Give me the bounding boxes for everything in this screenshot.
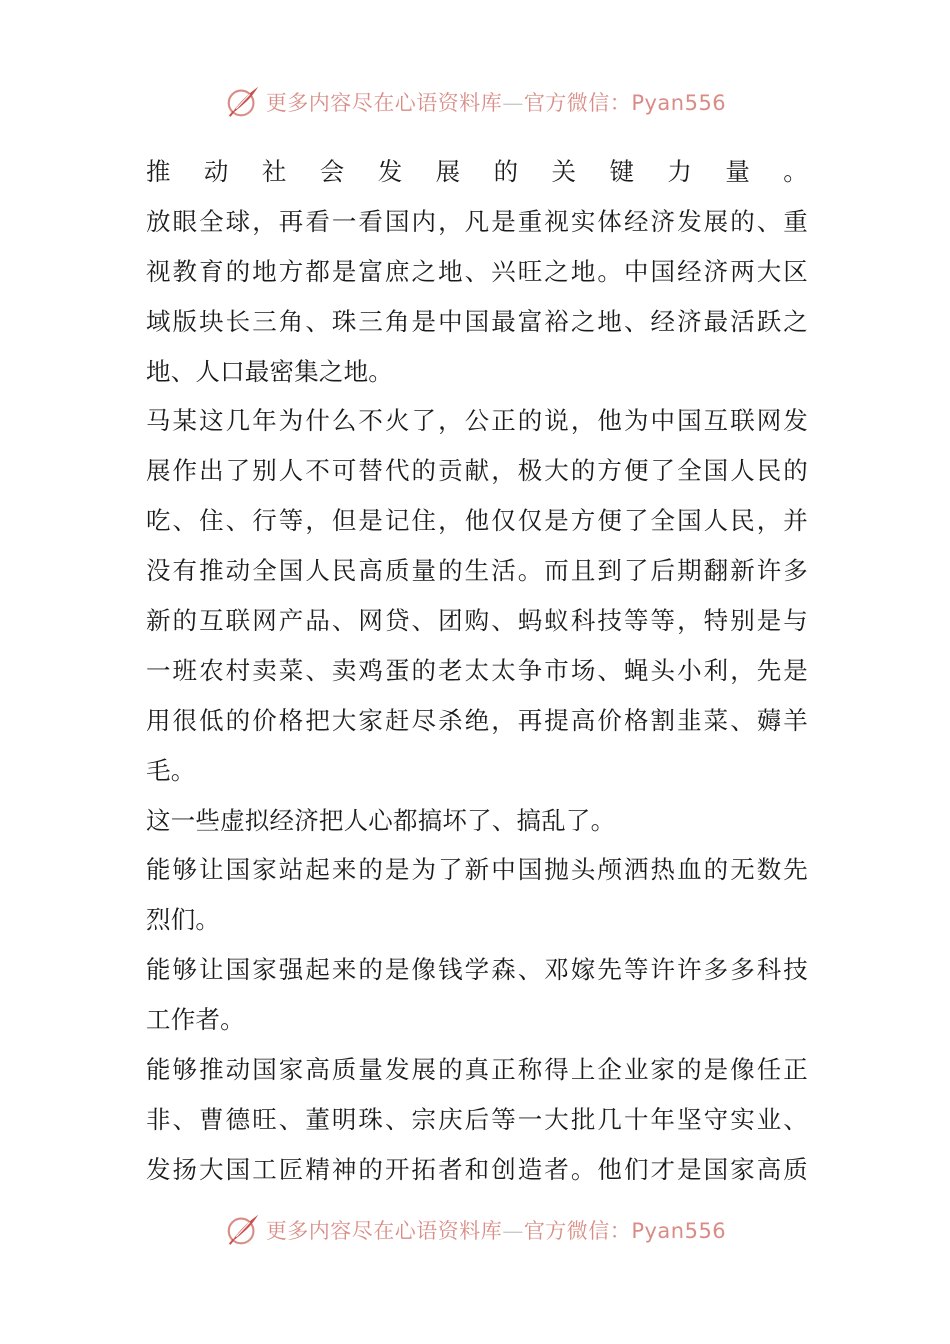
text-line: 放眼全球，再看一看国内，凡是重视实体经济发展的、重 — [146, 206, 808, 236]
banner-dash: — — [502, 1219, 524, 1243]
text-line: 视教育的地方都是富庶之地、兴旺之地。中国经济两大区 — [146, 256, 808, 286]
text-line: 发扬大国工匠精神的开拓者和创造者。他们才是国家高质 — [146, 1154, 808, 1184]
text-line: 能够推动国家高质量发展的真正称得上企业家的是像任正 — [146, 1055, 808, 1085]
banner-text — [266, 87, 726, 117]
text-line: 毛。 — [146, 755, 196, 785]
text-line: 域版块长三角、珠三角是中国最富裕之地、经济最活跃之 — [146, 306, 808, 336]
text-line: 没有推动全国人民高质量的生活。而且到了后期翻新许多 — [146, 556, 808, 586]
banner-wechat-id: Pyan556 — [631, 1219, 727, 1243]
banner-text — [266, 1215, 726, 1245]
text-line: 用很低的价格把大家赶尽杀绝，再提高价格割韭菜、薅羊 — [146, 705, 808, 735]
banner-wechat-label: 官方微信： — [523, 1219, 632, 1243]
text-line: 推动社会发展的关键力量。 — [146, 157, 808, 186]
text-line: 一班农村卖菜、卖鸡蛋的老太太争市场、蝇头小利，先是 — [146, 655, 808, 685]
text-line: 这一些虚拟经济把人心都搞坏了、搞乱了。 — [146, 805, 616, 835]
text-line: 马某这几年为什么不火了，公正的说，他为中国互联网发 — [146, 406, 808, 436]
text-line: 展作出了别人不可替代的贡献，极大的方便了全国人民的 — [146, 456, 808, 486]
quill-logo-icon — [224, 1211, 262, 1249]
text-line: 新的互联网产品、网贷、团购、蚂蚁科技等等，特别是与 — [146, 606, 808, 636]
text-line: 吃、住、行等，但是记住，他仅仅是方便了全国人民，并 — [146, 506, 808, 536]
text-line: 地、人口最密集之地。 — [146, 356, 393, 386]
text-line: 能够让国家站起来的是为了新中国抛头颅洒热血的无数先 — [146, 855, 808, 885]
banner-main-text: 更多内容尽在心语资料库 — [265, 91, 503, 115]
document-body — [146, 147, 808, 1195]
text-line: 能够让国家强起来的是像钱学森、邓嫁先等许许多多科技 — [146, 955, 808, 985]
quill-logo-icon — [224, 83, 262, 121]
banner-wechat-label: 官方微信： — [523, 91, 632, 115]
text-line: 烈们。 — [146, 905, 221, 935]
header-banner — [0, 80, 950, 124]
text-line: 非、曹德旺、董明珠、宗庆后等一大批几十年坚守实业、 — [146, 1104, 808, 1134]
banner-wechat-id: Pyan556 — [631, 91, 727, 115]
banner-main-text: 更多内容尽在心语资料库 — [265, 1219, 503, 1243]
text-line: 工作者。 — [146, 1005, 245, 1035]
banner-dash: — — [502, 91, 524, 115]
footer-banner — [0, 1208, 950, 1252]
